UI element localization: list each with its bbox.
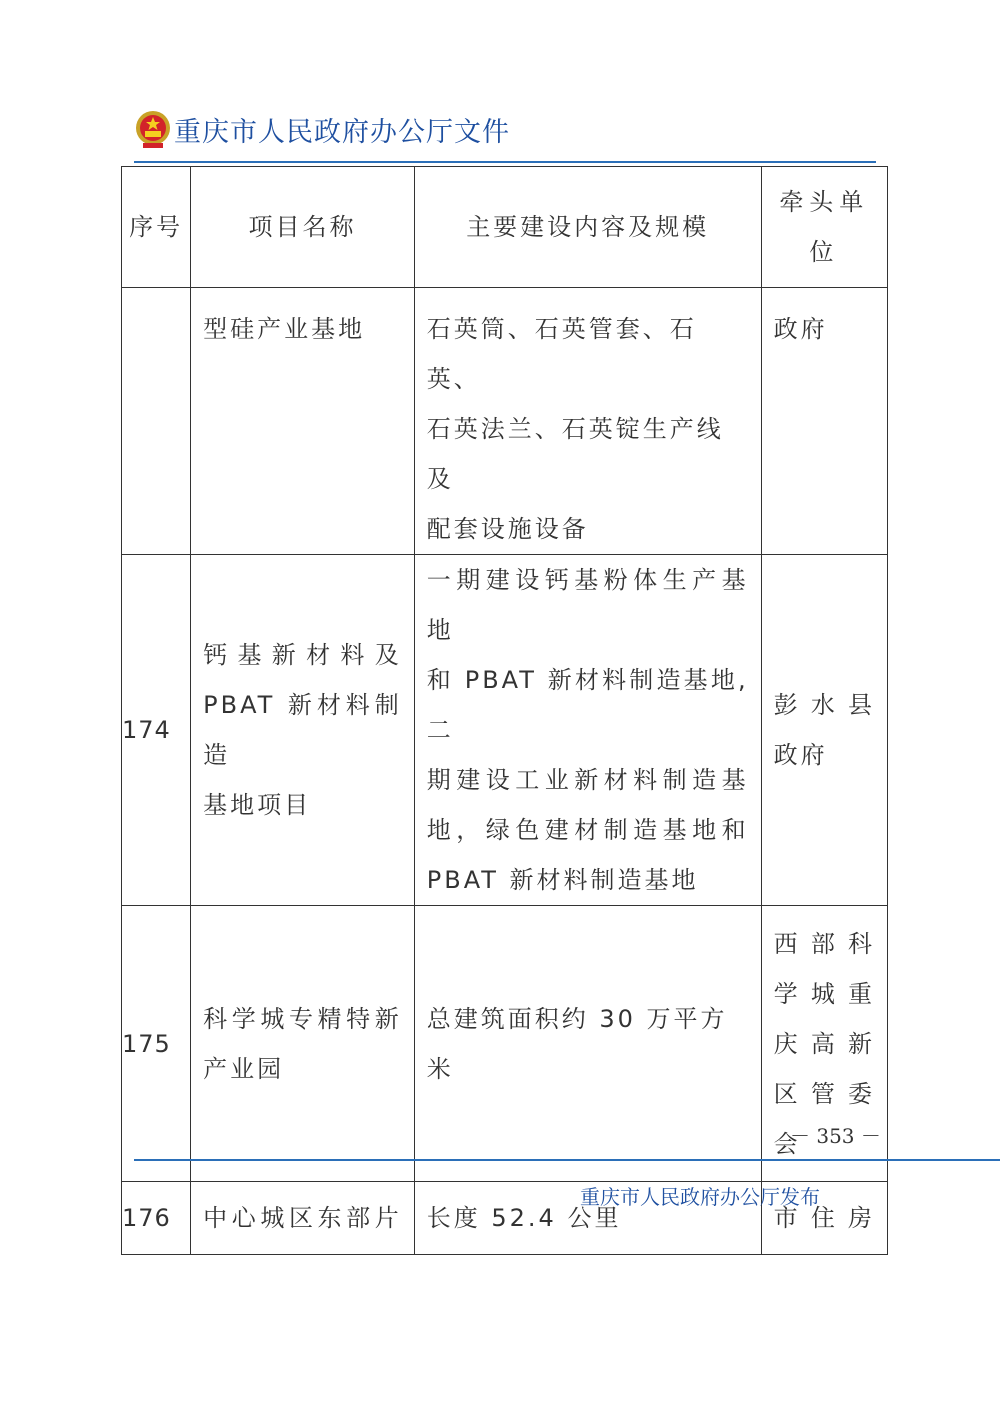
column-header-content: 主要建设内容及规模 [414, 167, 761, 288]
table-header-row [122, 167, 888, 288]
row-number-cell: 174 [122, 555, 191, 906]
lead-unit-cell: 彭水县 政府 [761, 555, 887, 906]
project-name-cell: 型硅产业基地 [191, 288, 415, 555]
page-number: － 353 － [790, 1124, 881, 1148]
table-row [122, 288, 888, 555]
project-name-cell: 中心城区东部片 [191, 1182, 415, 1255]
table-row [122, 555, 888, 906]
content-cell: 石英筒、石英管套、石英、 石英法兰、石英锭生产线及 配套设施设备 [414, 288, 761, 555]
footer-divider [134, 1159, 1000, 1161]
row-number-cell: 175 [122, 906, 191, 1182]
column-header-project-name: 项目名称 [191, 167, 415, 288]
lead-unit-cell: 西部科 学城重 庆高新 区管委 会 [761, 906, 887, 1182]
content-cell: 长度 52.4 公里 [414, 1182, 761, 1255]
project-table [121, 166, 888, 1255]
project-name-cell: 科学城专精特新 产业园 [191, 906, 415, 1182]
lead-unit-cell: 政府 [761, 288, 887, 555]
document-header-title: 重庆市人民政府办公厅文件 [174, 117, 510, 148]
content-cell: 总建筑面积约 30 万平方米 [414, 906, 761, 1182]
table-row [122, 906, 888, 1182]
lead-unit-cell: 市住房 [761, 1182, 887, 1255]
header-divider [134, 161, 876, 163]
content-cell: 一期建设钙基粉体生产基地 和 PBAT 新材料制造基地,二 期建设工业新材料制造基 地，绿色建材制造基地和 PBAT 新材料制造基地 [414, 555, 761, 906]
column-header-number: 序号 [122, 167, 191, 288]
column-header-lead-unit: 牵头单位 [761, 167, 887, 288]
row-number-cell [122, 288, 191, 555]
publisher-footer: 重庆市人民政府办公厅发布 [580, 1185, 820, 1209]
row-number-cell: 176 [122, 1182, 191, 1255]
national-emblem-icon [134, 108, 172, 152]
project-name-cell: 钙基新材料及 PBAT 新材料制造 基地项目 [191, 555, 415, 906]
